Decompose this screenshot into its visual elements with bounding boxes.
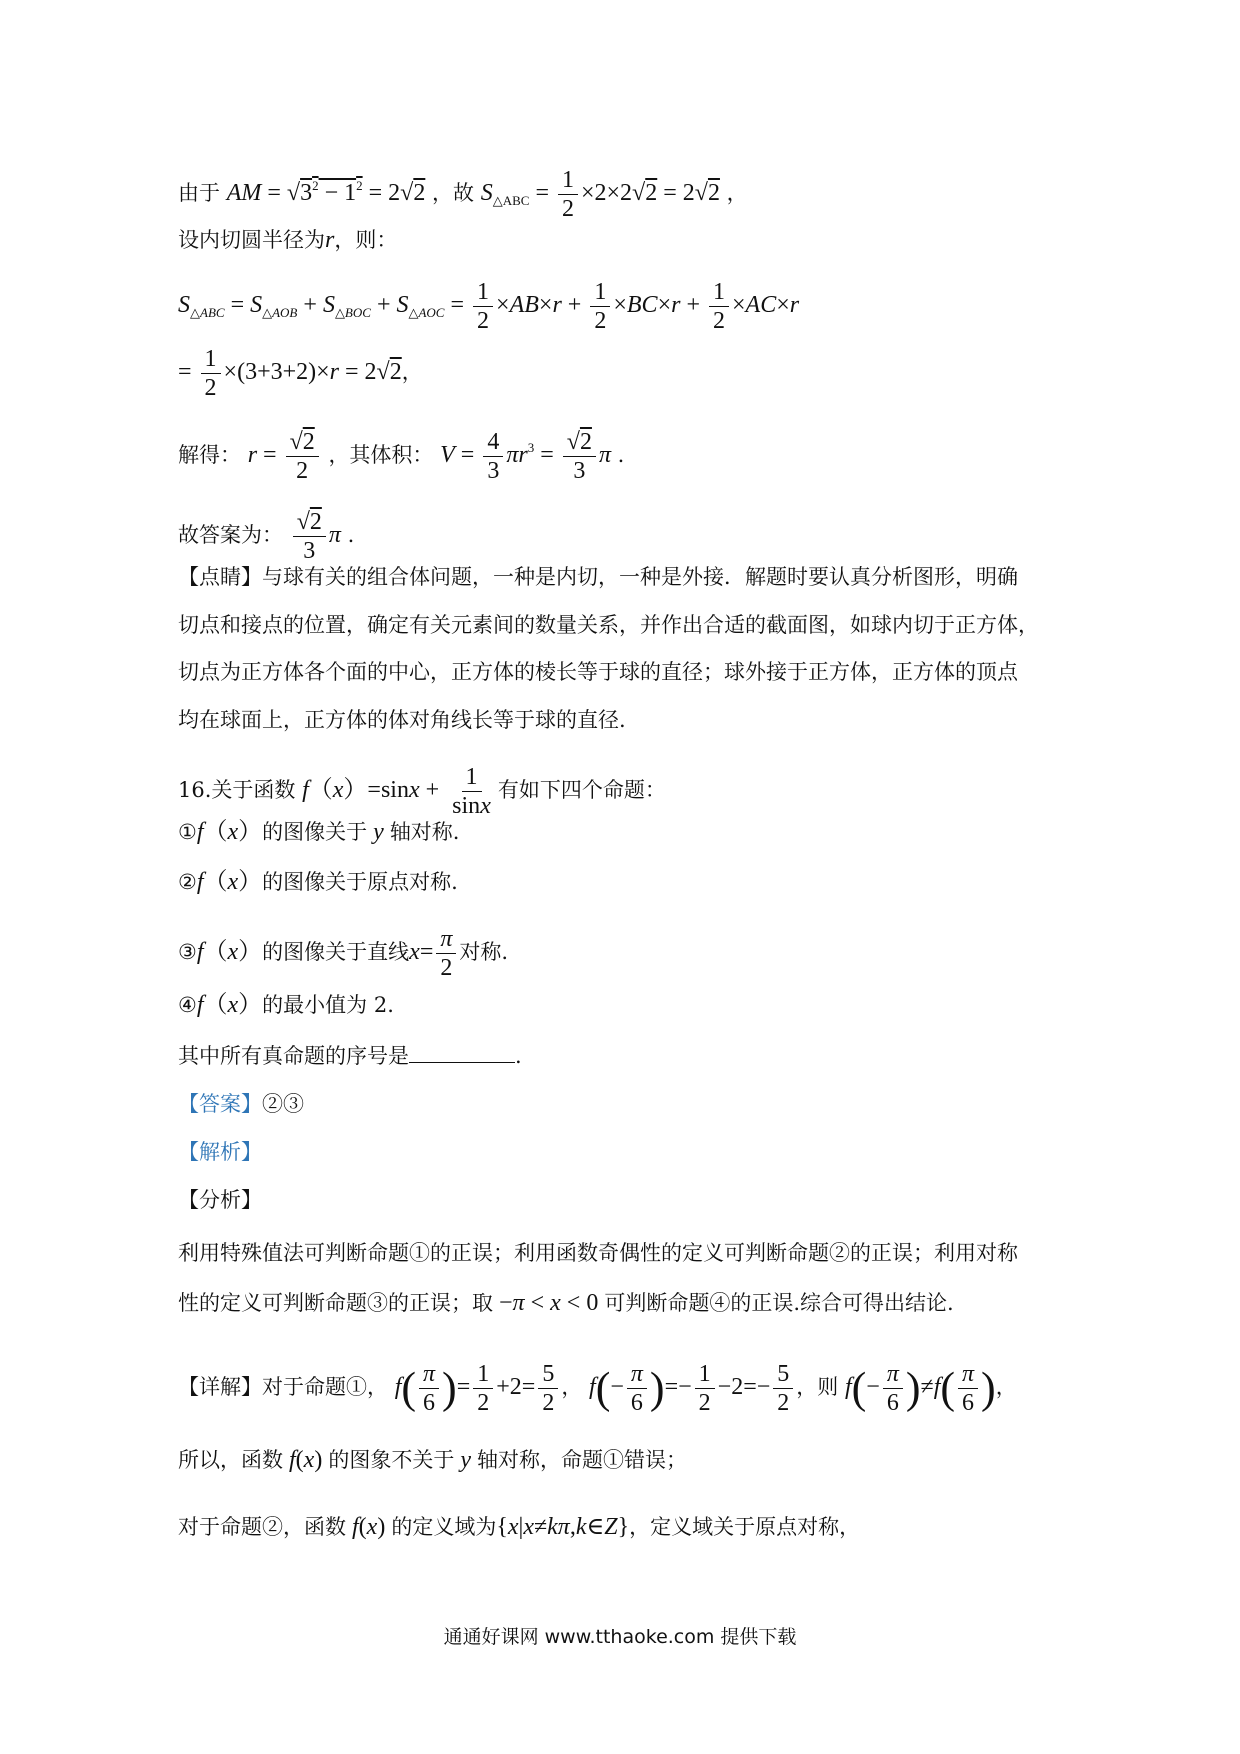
prop-number: ② [178, 870, 197, 894]
text-jiede: 解得： [178, 443, 241, 468]
text-ask: 其中所有真命题的序号是 [178, 1044, 409, 1068]
formula-am: AM = $√3^2 - 1^2 = 2√2$ [226, 178, 426, 207]
prop-text: 的图像关于原点对称. [262, 870, 458, 894]
proposition-2: ②f（x）的图像关于原点对称. [178, 869, 458, 895]
answer-value: ②③ [262, 1092, 304, 1116]
line-solve [178, 428, 624, 485]
detail-text: 对于命题①， [262, 1375, 388, 1400]
answer-line [178, 1089, 304, 1119]
formula-f: f（x）=sinx + $\frac{1}{\sin x}$ [302, 764, 491, 819]
formula-not-equal: f(− $\frac{\pi}{6}$ )≠f( $\frac{\pi}{6}$ ) [844, 1361, 996, 1416]
answer-blank [409, 1040, 515, 1063]
analysis-line-2: 性的定义可判断命题③的正误；取 −π < x < 0 可判断命题④的正误.综合可得出结论. [178, 1290, 954, 1316]
so-text: 所以，函数 [178, 1448, 283, 1472]
line-answer-sphere [178, 508, 354, 565]
formula-volume: V = $\frac{4}{3}$ $\pi r^3$ = $\frac{√2}{3}$ π [440, 429, 611, 484]
formula-f-pi6: f( $\frac{\pi}{6}$ )= $\frac{1}{2}$ +2= $\frac{5}{2}$ [395, 1374, 562, 1400]
prop-number: ④ [178, 993, 197, 1017]
formula-answer: $\frac{√2}{3}$ π [290, 522, 341, 548]
text-four-props: 有如下四个命题： [497, 778, 666, 803]
text-volume: ，其体积： [328, 443, 434, 468]
analysis-line: 利用特殊值法可判断命题①的正误；利用函数奇偶性的定义可判断命题②的正误；利用对称 [178, 1241, 1018, 1265]
prop-text: 轴对称. [389, 820, 460, 844]
text-q16: 16.关于函数 [178, 778, 296, 803]
text-period: . [617, 443, 625, 468]
dianjing-line: 切点和接点的位置，确定有关元素间的数量关系，并作出合适的截面图，如球内切于正方体， [178, 613, 1039, 637]
prop-text: 的最小值为 2. [262, 993, 394, 1017]
dianjing-line: 均在球面上，正方体的体对角线长等于球的直径. [178, 708, 626, 732]
formula-f-neg-pi6: f(− $\frac{\pi}{6}$ )=− $\frac{1}{2}$ −2=− $\frac{5}{2}$ [589, 1374, 796, 1400]
formula-area-value: = $\frac{1}{2}$ ×(3+3+2)×r = 2√2， [178, 346, 423, 401]
detail-line: 【详解】对于命题①， f( $\frac{\pi}{6}$ )= $\frac{1}{2}$ +2= $\frac{5}{2}$ ， f(− $\frac{\pi}{6}$ )=− $\frac{1}{2}$ −2=− $\frac{5}{2}$ ，则 f(− $\frac{\pi}{6}$ )≠f( $\frac{\pi}{6}$ )， [178, 1361, 1017, 1416]
text-youyu: 由于 [178, 181, 220, 206]
formula-r: r = $\frac{√2}{2}$ [248, 442, 322, 468]
proposition-1: ①f（x）的图像关于 y 轴对称. [178, 819, 460, 845]
text-then: ，则： [334, 228, 398, 252]
proposition-3: ③f（x）的图像关于直线x= $\frac{\pi}{2}$ 对称. [178, 926, 509, 981]
prop-text: 的图像关于 [262, 820, 368, 844]
prop-number: ③ [178, 940, 197, 965]
text-gu: ，故 [432, 181, 475, 206]
dianjing-line: 【点睛】与球有关的组合体问题，一种是内切，一种是外接．解题时要认真分析图形，明确 [178, 565, 1018, 589]
dianjing-line: 切点为正方体各个面的中心，正方体的棱长等于球的直径；球外接于正方体，正方体的顶点 [178, 660, 1018, 684]
prop-number: ① [178, 820, 197, 844]
p2-text: ，定义域关于原点对称， [629, 1515, 861, 1539]
answer-label: 【答案】 [178, 1092, 262, 1116]
prop-text: 的图像关于直线 [262, 940, 410, 965]
var-r: r [325, 227, 335, 253]
so-text: 的图象不关于 [328, 1448, 455, 1472]
fenxi-label: 【分析】 [178, 1188, 262, 1212]
proposition-4: ④f（x）的最小值为 2. [178, 992, 394, 1018]
question-ask [178, 1040, 522, 1071]
detail-label: 【详解】 [178, 1375, 262, 1400]
text-period-3: . [515, 1044, 522, 1068]
conclusion-1: 所以，函数 f(x) 的图象不关于 y 轴对称，命题①错误； [178, 1447, 687, 1473]
analysis-text: 可判断命题④的正误.综合可得出结论. [604, 1291, 954, 1315]
text-answer-is: 故答案为： [178, 523, 283, 548]
question-16 [178, 763, 666, 820]
so-text: 轴对称，命题①错误； [476, 1448, 687, 1472]
line-am [178, 166, 748, 223]
analysis-text: 性的定义可判断命题③的正误；取 [178, 1291, 493, 1315]
proposition-2-analysis: 对于命题②，函数 f(x) 的定义域为{x|x≠kπ,k∈Z}，定义域关于原点对称， [178, 1514, 861, 1540]
p2-text: 对于命题②，函数 [178, 1515, 346, 1539]
p2-text: 的定义域为 [391, 1515, 497, 1539]
text-set-radius: 设内切圆半径为 [178, 228, 325, 252]
text-period-2: . [347, 523, 355, 548]
formula-area: $S_{\triangle ABC}$ = $\frac{1}{2}$ ×2×2√2 = 2√2 [480, 167, 720, 222]
line-radius [178, 225, 397, 255]
text-comma: ， [726, 181, 748, 206]
detail-comma: ， [561, 1375, 583, 1400]
detail-then: ，则 [796, 1375, 839, 1400]
page-footer: 通通好课网 www.tthaoke.com 提供下载 [443, 1626, 797, 1648]
jiexi-label: 【解析】 [178, 1140, 262, 1164]
formula-area-sum: $S_{\triangle ABC} = S_{\triangle AOB} + S_{\triangle BOC} + S_{\triangle AOC}$ = $\frac{1}{2}$ ×AB×r + $\frac{1}{2}$ ×BC×r + $\frac{1}{2}$ ×AC×r [178, 279, 800, 334]
prop-text: 对称. [459, 940, 509, 965]
